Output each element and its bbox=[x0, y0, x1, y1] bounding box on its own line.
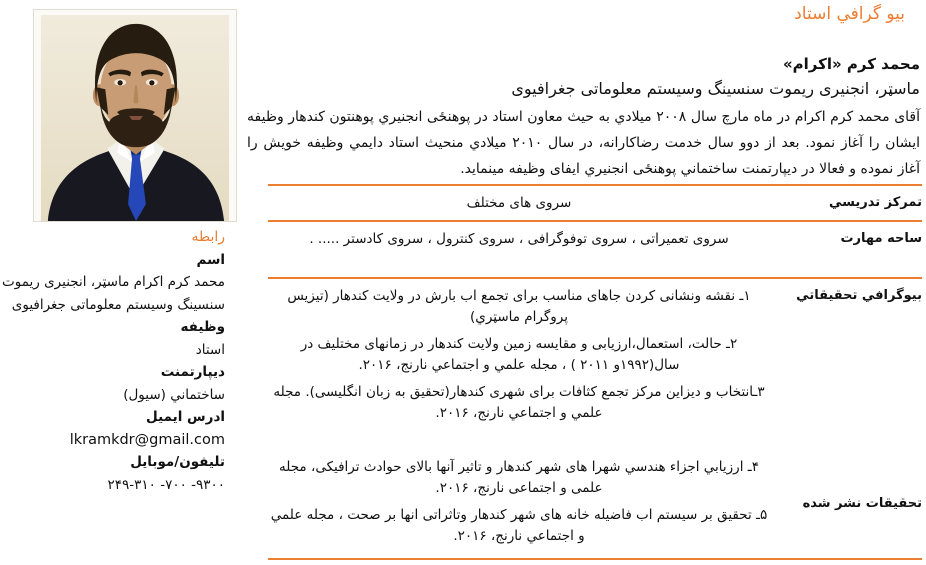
contact-field-label: دیپارتمنت bbox=[160, 364, 225, 380]
row-value bbox=[268, 450, 770, 558]
details-table bbox=[268, 184, 922, 560]
portrait-illustration bbox=[34, 10, 236, 221]
biography-intro: آقای محمد کرم اکرام در ماه مارچ سال ۲۰۰۸ میلادي به حیث معاون استاد در پوهنځی انجنیري پوهنتون کندهار وظیفه ایشان را آغاز نمود. بعد از دوو سال خدمت رضاکارانه، در سال ۲۰۱۰ میلادي منحیث استاد دایمي وظیفه خویش را آغاز نموده و فعالا در دیپارتمنت ساختماني پوهنځی انجنیري ایفای وظیفه مینماید. bbox=[247, 109, 921, 177]
contact-heading: رابطه bbox=[191, 229, 225, 245]
contact-field-value: استاد bbox=[195, 341, 225, 358]
contact-fields bbox=[0, 249, 225, 497]
row-item: ۲ـ حالت، استعمال،ارزیابی و مقایسه زمین ولایت کندهار در زمانهای مختلیف در سال(۱۹۹۲و ۲۰۱۱ ) ، مجله علمي و اجتماعي نارنج، ۲۰۱۶. bbox=[300, 336, 738, 373]
row-item: ۴ـ ارزیابي اجزاء هندسي شهرا های شهر کندهار و تاثیر آنها بالای حوادث ترافیکی، مجله علمی و اجتماعی نارنج، ۲۰۱۶. bbox=[279, 459, 759, 496]
row-label: ساحه مهارت bbox=[840, 231, 922, 246]
row-item: ۱ـ نقشه ونشانی کردن جاهای مناسب برای تجمع اب بارش در ولایت کندهار (تیزیس پروگرام ماسټري) bbox=[287, 288, 751, 325]
table-row bbox=[268, 222, 922, 279]
row-item: سروی تعمیراتی ، سروی توفوگرافی ، سروی کنترول ، سروی کادستر ..... . bbox=[309, 231, 729, 247]
contact-field-value: ساختماني (سیول) bbox=[123, 386, 225, 403]
professor-name: محمد کرم «اکرام» bbox=[782, 55, 920, 73]
row-item: ۳ـانتخاب و دیزاین مرکز تجمع کثافات برای شهری کندهار(تحقیق به زبان انگلیسی). مجله علمي و اجتماعي نارنج، ۲۰۱۶. bbox=[273, 384, 765, 421]
row-label: تحقیقات نشر شده bbox=[802, 496, 922, 511]
contact-field-label: اسم bbox=[196, 251, 225, 268]
contact-field-label: ادرس ایمیل bbox=[146, 409, 225, 425]
contact-field-label: وظیفه bbox=[180, 319, 225, 335]
portrait-photo bbox=[33, 9, 237, 222]
row-value bbox=[268, 186, 770, 220]
row-label: تمرکز تدریسي bbox=[829, 195, 922, 210]
table-row bbox=[268, 186, 922, 222]
contact-field-label: تلیفون/موبایل bbox=[130, 454, 225, 470]
row-value bbox=[268, 279, 770, 450]
contact-field-value: محمد کرم اکرام ماسټر، انجنیری ریموت سنسینگ وسیستم معلوماتی جغرافیوی bbox=[2, 274, 225, 313]
professor-degree: ماسټر، انجنیری ریموت سنسینگ وسیستم معلوماتی جغرافیوی bbox=[511, 79, 920, 98]
page-title: بیو گرافي استاد bbox=[794, 4, 905, 24]
contact-field-value: lkramkdr@gmail.com bbox=[69, 431, 225, 448]
table-row bbox=[268, 279, 922, 450]
profile-header bbox=[247, 52, 920, 102]
row-value bbox=[268, 222, 770, 277]
row-item: ۵ـ تحقیق بر سیستم اب فاضیله خانه های شهر کندهار وتاثراتی انها بر صحت ، مجله علمي و اجتماعي نارنج، ۲۰۱۶. bbox=[270, 507, 768, 544]
row-label: بیوگرافي تحقیقاتي bbox=[796, 288, 922, 303]
table-row bbox=[268, 450, 922, 560]
contact-field-value: ۲۴۹-۳۱۰ -۷۰۰ -۹۳۰۰ bbox=[107, 476, 225, 493]
row-item: سروی های مختلف bbox=[466, 195, 572, 211]
contact-sidebar bbox=[0, 226, 225, 496]
